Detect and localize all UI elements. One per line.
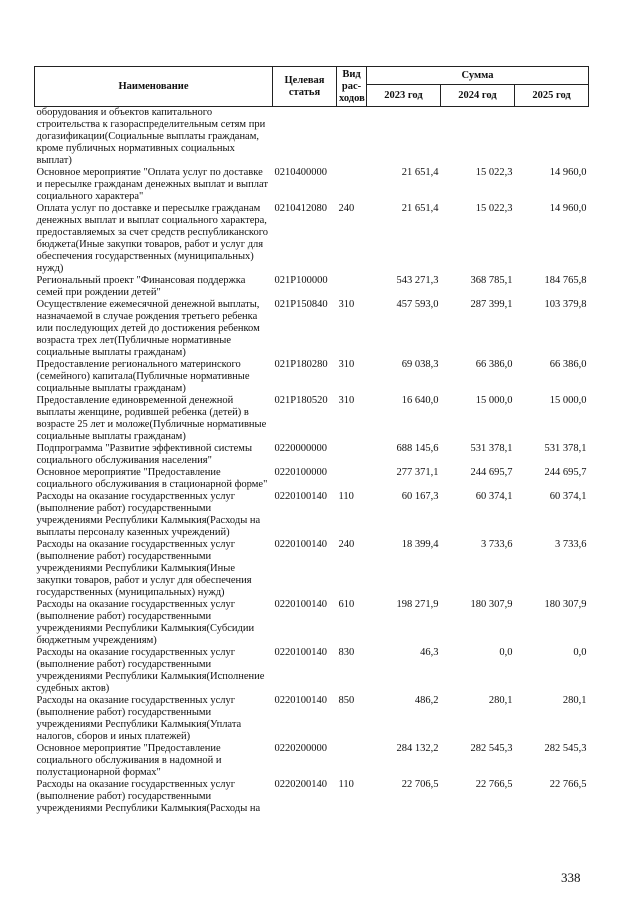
row-expense-type	[337, 743, 367, 779]
row-expense-type: 240	[338, 539, 355, 550]
table-row	[35, 599, 589, 647]
table-body	[35, 107, 589, 816]
row-expense-type: 610	[338, 599, 355, 610]
header-year-2024: 2024 год	[441, 85, 515, 107]
row-code: 0220100140	[274, 539, 327, 550]
table-row	[35, 779, 589, 815]
row-name: Расходы на оказание государственных услуг (выполнение работ) государственными учреждениями Республики Калмыкия(Расходы на	[36, 779, 261, 814]
page-number: 338	[561, 870, 581, 885]
row-amount-2023: 22 706,5	[401, 779, 439, 790]
row-name: Расходы на оказание государственных услуг (выполнение работ) государственными учреждениями Республики Калмыкия(Уплата налогов, сборов и иных платежей)	[36, 695, 242, 742]
row-amount-2024: 0,0	[499, 647, 513, 658]
row-name: оборудования и объектов капитального строительства к газораспределительным сетям при догазификации(Социальные выплаты гражданам, кроме публичных нормативных социальных выплат)	[36, 107, 266, 166]
row-amount-2024: 531 378,1	[470, 443, 513, 454]
row-amount-2024: 66 386,0	[475, 359, 513, 370]
row-expense-type: 310	[338, 299, 355, 310]
row-amount-2023: 46,3	[420, 647, 439, 658]
row-expense-type: 110	[338, 779, 354, 790]
row-amount-2023: 21 651,4	[401, 167, 439, 178]
table-row	[35, 491, 589, 539]
row-amount-2025: 3 733,6	[555, 539, 587, 550]
row-amount-2023: 60 167,3	[401, 491, 439, 502]
row-name: Региональный проект "Финансовая поддержка семей при рождении детей"	[36, 275, 246, 298]
row-amount-2025: 14 960,0	[549, 203, 587, 214]
row-amount-2025: 15 000,0	[549, 395, 587, 406]
row-code: 0220100140	[274, 647, 327, 658]
table-row	[35, 203, 589, 275]
table-row	[35, 395, 589, 443]
table-row	[35, 695, 589, 743]
row-expense-type: 310	[338, 395, 355, 406]
row-name: Расходы на оказание государственных услуг (выполнение работ) государственными учреждениями Республики Калмыкия(Расходы на выплаты персоналу казенных учреждений)	[36, 491, 261, 538]
row-expense-type: 110	[338, 491, 354, 502]
header-code: Целевая статья	[273, 67, 337, 107]
row-amount-2024: 180 307,9	[470, 599, 513, 610]
table-row	[35, 467, 589, 491]
row-expense-type: 850	[338, 695, 355, 706]
row-amount-2023: 277 371,1	[396, 467, 439, 478]
row-amount-2025: 531 378,1	[544, 443, 587, 454]
row-amount-2025: 0,0	[573, 647, 587, 658]
row-amount-2024: 3 733,6	[481, 539, 513, 550]
row-code: 0220100140	[274, 695, 327, 706]
row-amount-2025: 60 374,1	[549, 491, 587, 502]
row-amount-2024: 280,1	[488, 695, 513, 706]
row-code: 0220100000	[274, 467, 327, 478]
row-expense-type	[337, 443, 367, 467]
row-code: 0210412080	[274, 203, 327, 214]
row-name: Предоставление единовременной денежной выплаты женщине, родившей ребенка (детей) в возрасте 25 лет и моложе(Публичные нормативные социальные выплаты гражданам)	[36, 395, 267, 442]
table-row	[35, 647, 589, 695]
row-code	[273, 107, 337, 168]
row-expense-type	[337, 167, 367, 203]
row-expense-type	[337, 467, 367, 491]
row-amount-2023: 18 399,4	[401, 539, 439, 550]
table-row	[35, 743, 589, 779]
header-year-2025: 2025 год	[515, 85, 589, 107]
header-name: Наименование	[35, 67, 273, 107]
header-year-2023: 2023 год	[367, 85, 441, 107]
row-name: Расходы на оказание государственных услуг (выполнение работ) государственными учреждениями Республики Калмыкия(Субсидии бюджетным учреждениям)	[36, 599, 255, 646]
row-amount-2023: 486,2	[414, 695, 439, 706]
row-name: Основное мероприятие "Оплата услуг по доставке и пересылке гражданам денежных выплат и выплат социального характера"	[36, 167, 268, 202]
row-expense-type	[337, 107, 367, 168]
row-code: 0220100140	[274, 491, 327, 502]
row-amount-2023: 21 651,4	[401, 203, 439, 214]
row-amount-2025: 282 545,3	[544, 743, 587, 754]
table-row	[35, 107, 589, 168]
row-amount-2025: 22 766,5	[549, 779, 587, 790]
row-amount-2023: 69 038,3	[401, 359, 439, 370]
row-amount-2025: 66 386,0	[549, 359, 587, 370]
row-amount-2025: 103 379,8	[544, 299, 587, 310]
row-amount-2023: 543 271,3	[396, 275, 439, 286]
table-row	[35, 443, 589, 467]
row-amount-2023: 457 593,0	[396, 299, 439, 310]
row-amount-2024: 22 766,5	[475, 779, 513, 790]
row-amount-2023: 198 271,9	[396, 599, 439, 610]
row-expense-type	[337, 275, 367, 299]
row-expense-type: 240	[338, 203, 355, 214]
row-name: Подпрограмма "Развитие эффективной системы социального обслуживания населения"	[36, 443, 252, 466]
row-amount-2024: 15 000,0	[475, 395, 513, 406]
row-amount-2025: 180 307,9	[544, 599, 587, 610]
row-code: 0220200140	[274, 779, 327, 790]
row-amount-2024: 60 374,1	[475, 491, 513, 502]
row-amount-2024: 244 695,7	[470, 467, 513, 478]
row-code: 021P100000	[274, 275, 328, 286]
header-sum: Сумма	[367, 67, 589, 85]
row-amount-2024: 282 545,3	[470, 743, 513, 754]
row-code: 021P150840	[274, 299, 328, 310]
row-amount-2025: 14 960,0	[549, 167, 587, 178]
row-code: 0210400000	[274, 167, 327, 178]
table-header	[35, 67, 589, 107]
row-amount-2025	[515, 107, 589, 168]
row-name: Предоставление регионального материнского (семейного) капитала(Публичные нормативные социальные выплаты гражданам)	[36, 359, 250, 394]
row-code: 0220000000	[274, 443, 327, 454]
table-row	[35, 167, 589, 203]
row-amount-2025: 184 765,8	[544, 275, 587, 286]
table-row	[35, 275, 589, 299]
row-amount-2024: 368 785,1	[470, 275, 513, 286]
row-amount-2024: 15 022,3	[475, 203, 513, 214]
row-amount-2023: 688 145,6	[396, 443, 439, 454]
row-name: Оплата услуг по доставке и пересылке гражданам денежных выплат и выплат социального характера, предоставляемых за счет средств республиканского бюджета(Иные закупки товаров, работ и услуг для обеспечения государственных (муниципальных) нужд)	[36, 203, 269, 274]
row-amount-2023: 16 640,0	[401, 395, 439, 406]
row-amount-2025: 244 695,7	[544, 467, 587, 478]
row-code: 0220200000	[274, 743, 327, 754]
row-amount-2024: 287 399,1	[470, 299, 513, 310]
row-code: 0220100140	[274, 599, 327, 610]
table-row	[35, 539, 589, 599]
row-amount-2024	[441, 107, 515, 168]
row-expense-type: 830	[338, 647, 355, 658]
table-row	[35, 299, 589, 359]
row-code: 021P180520	[274, 395, 328, 406]
row-name: Расходы на оказание государственных услуг (выполнение работ) государственными учреждениями Республики Калмыкия(Иные закупки товаров, работ и услуг для обеспечения государственных (муниципальных) нужд)	[36, 539, 252, 598]
row-name: Осуществление ежемесячной денежной выплаты, назначаемой в случае рождения третьего ребенка или последующих детей до достижения ребенком возраста трех лет(Публичные нормативные социальные выплаты гражданам)	[36, 299, 260, 358]
row-name: Основное мероприятие "Предоставление социального обслуживания в надомной и полустационарной формах"	[36, 743, 222, 778]
row-amount-2023	[367, 107, 441, 168]
budget-table	[34, 66, 589, 815]
row-name: Основное мероприятие "Предоставление социального обслуживания в стационарной форме"	[36, 467, 268, 490]
row-amount-2025: 280,1	[562, 695, 587, 706]
table-row	[35, 359, 589, 395]
row-code: 021P180280	[274, 359, 328, 370]
row-amount-2023: 284 132,2	[396, 743, 439, 754]
row-expense-type: 310	[338, 359, 355, 370]
row-amount-2024: 15 022,3	[475, 167, 513, 178]
header-vid: Вид рас-ходов	[337, 67, 367, 107]
row-name: Расходы на оказание государственных услуг (выполнение работ) государственными учреждениями Республики Калмыкия(Исполнение судебных актов)	[36, 647, 265, 694]
